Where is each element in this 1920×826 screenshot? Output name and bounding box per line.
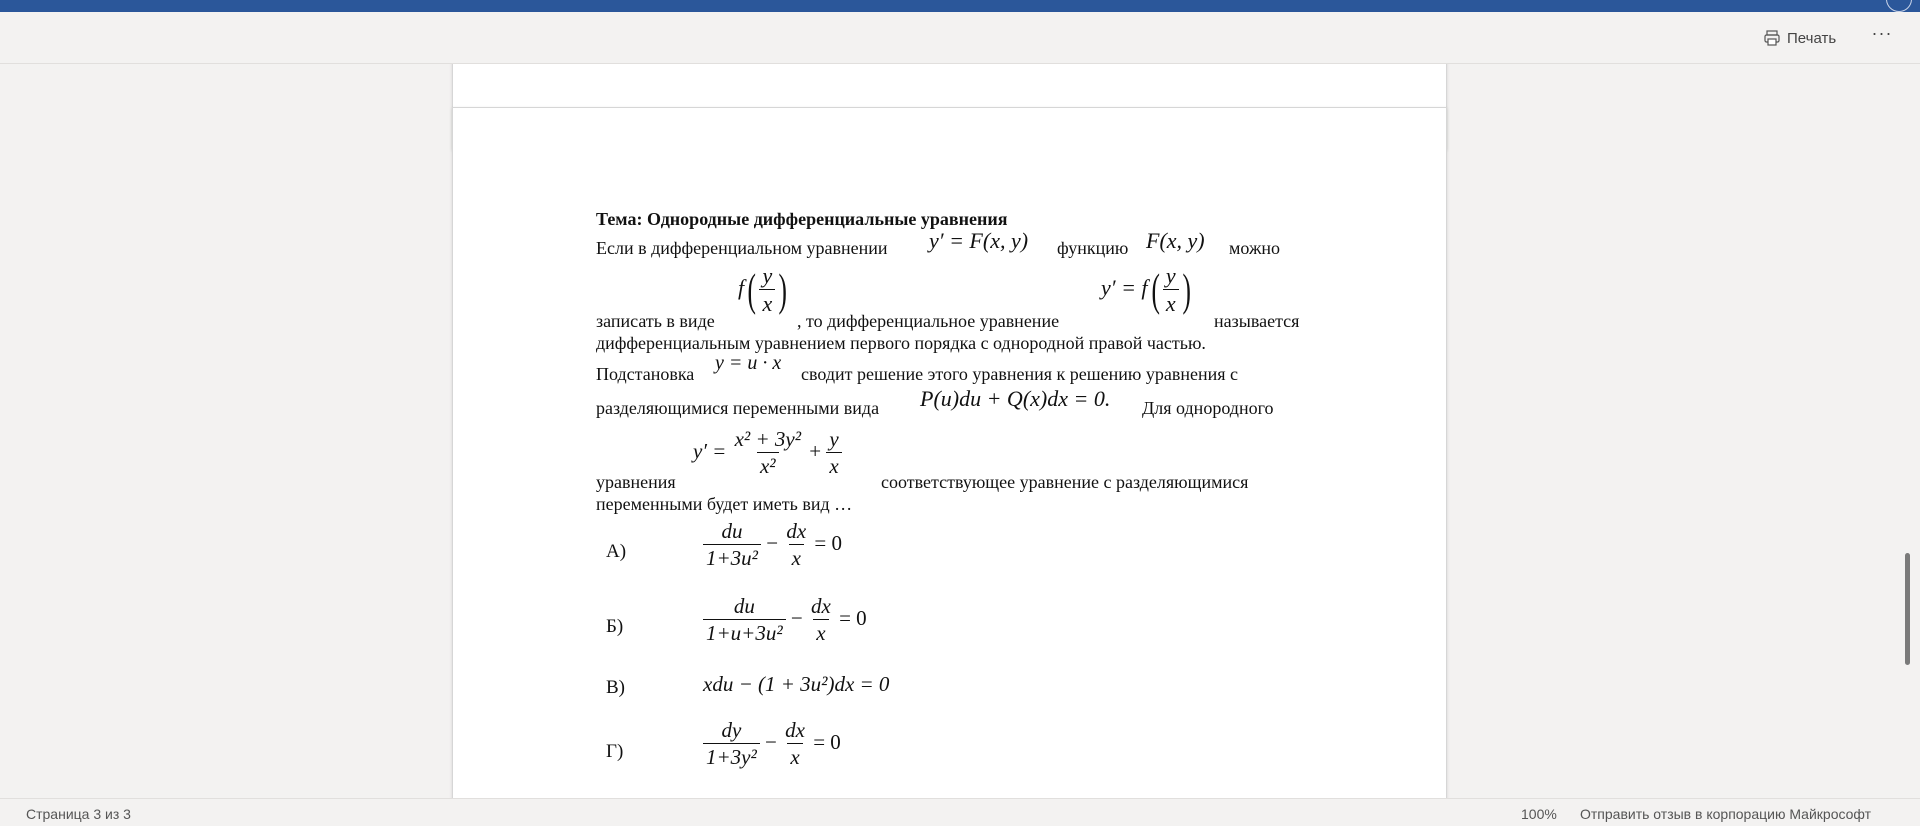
print-button[interactable] bbox=[1763, 26, 1836, 50]
f-symbol: f bbox=[738, 275, 745, 301]
equation-separable: P(u)du + Q(x)dx = 0. bbox=[920, 386, 1111, 411]
equation-y-prime-F: y′ = F(x, y) bbox=[929, 228, 1029, 253]
equals-zero: = 0 bbox=[813, 729, 841, 754]
y-prime-equals-f: y′ = f bbox=[1101, 275, 1148, 301]
option-label: Б) bbox=[606, 616, 624, 637]
fraction-denominator: x bbox=[1163, 289, 1179, 315]
option-label: А) bbox=[606, 541, 627, 562]
option-g-formula: $\frac{dy}{\text{1+3y²}}$ − $\frac{dx}{x}$ = 0 bbox=[703, 720, 841, 768]
fraction-numerator: du bbox=[733, 594, 755, 618]
printer-icon bbox=[1763, 29, 1781, 47]
fraction-numerator: du bbox=[721, 519, 743, 543]
print-label: Печать bbox=[1787, 29, 1837, 47]
equation-f-y-over-x: f( $\frac{y}{x}$ ) bbox=[738, 263, 788, 316]
fraction-denominator: x bbox=[789, 544, 804, 569]
account-avatar[interactable] bbox=[1886, 0, 1912, 12]
fraction-denominator: 1+u+3u² bbox=[703, 619, 786, 644]
fraction-denominator: x bbox=[787, 743, 802, 768]
para-text: можно bbox=[1229, 238, 1281, 258]
plus-sign: + bbox=[809, 438, 822, 463]
fraction-denominator: x² bbox=[757, 452, 779, 477]
fraction-denominator: 1+3u² bbox=[703, 544, 761, 569]
toolbar bbox=[0, 12, 1920, 64]
para-text: называется bbox=[1214, 311, 1300, 331]
para-text: функцию bbox=[1057, 238, 1129, 258]
para-text: Если в дифференциальном уравнении bbox=[596, 238, 888, 258]
page-indicator: Страница 3 из 3 bbox=[26, 806, 131, 822]
fraction-denominator: x bbox=[759, 289, 775, 315]
zoom-level[interactable]: 100% bbox=[1521, 806, 1557, 822]
feedback-link[interactable]: Отправить отзыв в корпорацию Майкрософт bbox=[1580, 806, 1872, 822]
equation-y-prime-f: y′ = f( $\frac{y}{x}$ ) bbox=[1101, 263, 1191, 316]
fraction-numerator: y bbox=[829, 427, 839, 451]
fraction-numerator: dx bbox=[785, 718, 805, 742]
fraction-numerator: dx bbox=[810, 594, 831, 618]
more-options-button[interactable] bbox=[1868, 23, 1896, 51]
para-text: переменными будет иметь вид … bbox=[596, 494, 853, 514]
equals-zero: = 0 bbox=[839, 605, 867, 630]
equals-zero: = 0 bbox=[814, 530, 842, 555]
para-text: , то дифференциальное уравнение bbox=[797, 311, 1060, 331]
fraction-denominator: x bbox=[813, 619, 828, 644]
equation-substitution: y = u · x bbox=[715, 352, 782, 374]
option-a-formula: $\frac{du}{\text{1+3u²}}$ − $\frac{dx}{x}$ = 0 bbox=[703, 521, 842, 569]
fraction-numerator: dy bbox=[721, 718, 742, 742]
option-v-formula: xdu − (1 + 3u²)dx = 0 bbox=[703, 672, 890, 696]
status-bar bbox=[0, 798, 1920, 826]
fraction-denominator: 1+3y² bbox=[703, 743, 760, 768]
para-text: Подстановка bbox=[596, 364, 695, 384]
para-text: соответствующее уравнение с разделяющимися bbox=[881, 472, 1249, 492]
para-text: Для однородного bbox=[1142, 398, 1274, 418]
lhs: y′ = bbox=[693, 438, 727, 463]
fraction-numerator: y bbox=[762, 263, 773, 288]
para-text: сводит решение этого уравнения к решению уравнения с bbox=[801, 364, 1238, 384]
para-text: записать в виде bbox=[596, 311, 715, 331]
title-bar bbox=[0, 0, 1920, 12]
option-label: В) bbox=[606, 677, 625, 698]
equation-F-xy: F(x, y) bbox=[1146, 228, 1205, 253]
fraction-numerator: x² + 3y² bbox=[734, 427, 801, 451]
fraction-denominator: x bbox=[826, 452, 841, 477]
document-page bbox=[452, 107, 1447, 798]
option-label: Г) bbox=[606, 741, 624, 762]
para-text: уравнения bbox=[596, 472, 676, 492]
document-viewport[interactable] bbox=[0, 64, 1920, 798]
doc-title: Тема: Однородные дифференциальные уравнения bbox=[596, 209, 1008, 229]
equation-homogeneous bbox=[693, 429, 842, 477]
para-text: дифференциальным уравнением первого порядка с однородной правой частью. bbox=[596, 333, 1206, 353]
fraction-numerator: dx bbox=[786, 519, 807, 543]
option-b-formula: $\frac{du}{\text{1+u+3u²}}$ − $\frac{dx}{x}$ = 0 bbox=[703, 596, 867, 644]
more-options-icon: ··· bbox=[1871, 23, 1893, 43]
fraction-numerator: y bbox=[1165, 263, 1176, 288]
para-text: разделяющимися переменными вида bbox=[596, 398, 880, 418]
vertical-scrollbar-thumb[interactable] bbox=[1905, 553, 1910, 665]
